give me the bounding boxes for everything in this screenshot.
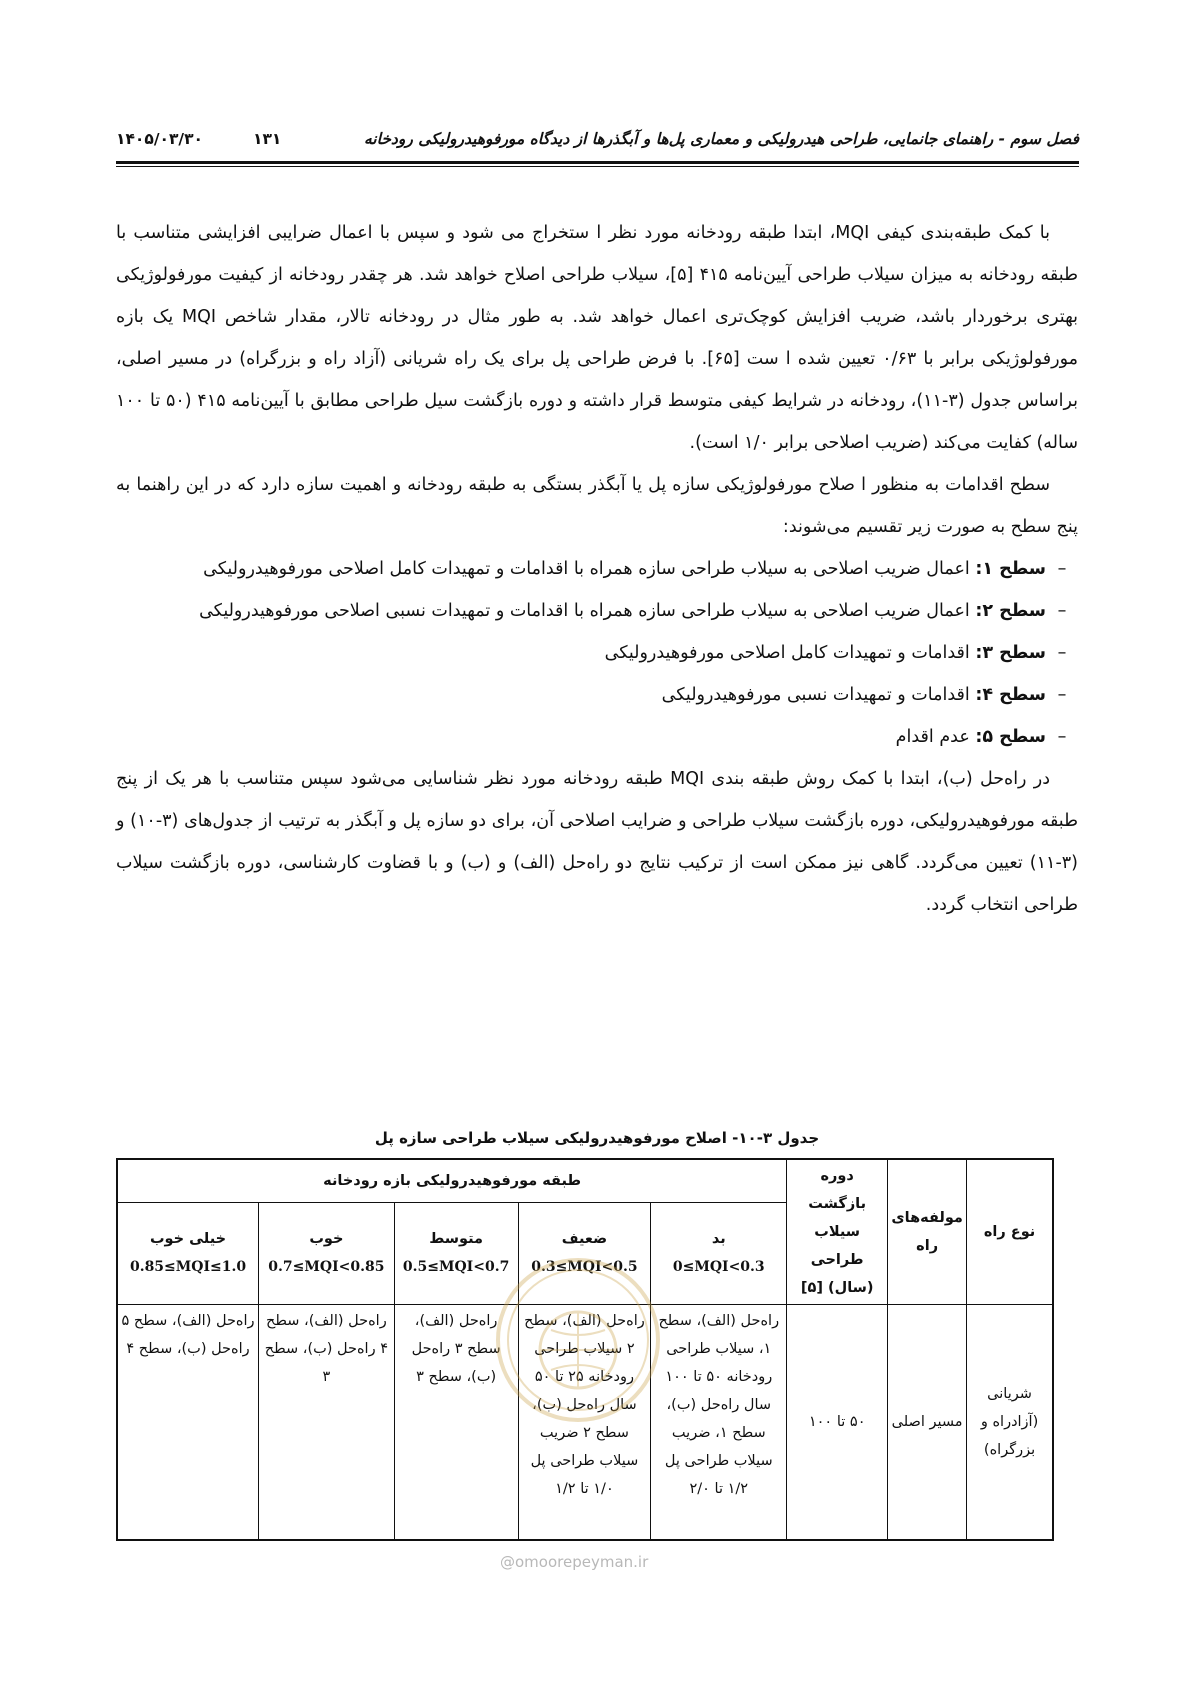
class-range: 0.85≤MQI≤1.0 [129, 1259, 247, 1276]
class-name: ضعیف [561, 1231, 608, 1248]
table-header-row [117, 1159, 1053, 1202]
level-text: عدم اقدام [895, 727, 976, 747]
paragraph: در راه‌حل (ب)، ابتدا با کمک روش طبقه بندی MQI طبقه رودخانه مورد نظر شناسایی می‌شود سپس متناسب با هر یک از پنج طبقه مورفوهیدرولیکی، دوره بازگشت سیلاب طراحی و ضرایب اصلاحی آن، برای دو سازه پل و آبگذر به ترتیب از جدول‌های (۳-۱۰) و (۳-۱۱) تعیین می‌گردد. گاهی نیز ممکن است از ترکیب نتایج دو راه‌حل (الف) و (ب) و با قضاوت کارشناسی، دوره بازگشت سیلاب طراحی انتخاب گردد. [116, 769, 1079, 915]
header-rule [116, 161, 1079, 164]
cell-class-good: راه‌حل (الف)، سطح ۴ راه‌حل (ب)، سطح ۳ [259, 1305, 395, 1541]
level-label: سطح ۴: [975, 685, 1046, 705]
class-range: 0.5≤MQI<0.7 [402, 1259, 510, 1276]
cell-road-component: مسیر اصلی [888, 1305, 967, 1541]
header-return-period: دوره بازگشت سیلاب طراحی (سال) [۵] [787, 1159, 888, 1305]
header-class-group: طبقه مورفوهیدرولیکی بازه رودخانه [117, 1159, 787, 1202]
table-caption: جدول ۳-۱۰- اصلاح مورفوهیدرولیکی سیلاب طراحی سازه پل [374, 1129, 820, 1147]
level-label: سطح ۱: [975, 559, 1046, 579]
cell-class-weak: راه‌حل (الف)، سطح ۲ سیلاب طراحی رودخانه ۲۵ تا ۵۰ سال راه‌حل (ب)، سطح ۲ ضریب سیلاب طراحی پل ۱/۰ تا ۱/۲ [518, 1305, 651, 1541]
header-date: ۱۴۰۵/۰۳/۳۰ [116, 130, 204, 148]
cell-road-type: شریانی (آزادراه و بزرگراه) [967, 1305, 1053, 1541]
class-name: بد [711, 1231, 726, 1248]
header-rule-thin [116, 166, 1079, 167]
level-text: اقدامات و تمهیدات کامل اصلاحی مورفوهیدرولیکی [604, 643, 976, 663]
class-range: 0≤MQI<0.3 [672, 1259, 765, 1276]
class-name: خیلی خوب [149, 1231, 227, 1248]
header-road-components: مولفه‌های راه [888, 1159, 967, 1305]
level-label: سطح ۵: [975, 727, 1046, 747]
header-class [259, 1202, 395, 1304]
level-text: اعمال ضریب اصلاحی به سیلاب طراحی سازه همراه با اقدامات و تمهیدات کامل اصلاحی مورفوهیدرولیکی [203, 559, 976, 579]
list-item [116, 674, 1078, 716]
list-dash: – [1057, 727, 1067, 747]
class-name: متوسط [429, 1231, 483, 1248]
cell-return-period: ۵۰ تا ۱۰۰ [787, 1305, 888, 1541]
list-item [116, 716, 1078, 758]
list-item [116, 632, 1078, 674]
level-text: اعمال ضریب اصلاحی به سیلاب طراحی سازه همراه با اقدامات و تمهیدات نسبی اصلاحی مورفوهیدرولیکی [199, 601, 976, 621]
paragraph: با کمک طبقه‌بندی کیفی MQI، ابتدا طبقه رودخانه مورد نظر ا ستخراج می شود و سپس با اعمال ضرایبی افزایشی متناسب با طبقه رودخانه به میزان سیلاب طراحی آیین‌نامه ۴۱۵ [۵]، سیلاب طراحی اصلاح خواهد شد. هر چقدر رودخانه از کیفیت مورفولوژیکی بهتری برخوردار باشد، ضریب افزایش کوچک‌تری اعمال خواهد شد. به طور مثال در رودخانه تالار، مقدار شاخص MQI یک بازه مورفولوژیکی برابر با ۰/۶۳ تعیین شده ا ست [۶۵]. با فرض طراحی پل برای یک راه شریانی (آزاد راه و بزرگراه) در مسیر اصلی، براساس جدول (۳-۱۱)، رودخانه در شرایط کیفی متوسط قرار داشته و دوره بازگشت سیل طراحی مطابق با آیین‌نامه ۴۱۵ (۵۰ تا ۱۰۰ ساله) کفایت می‌کند (ضریب اصلاحی برابر ۱/۰ است). [116, 223, 1079, 453]
cell-class-bad: راه‌حل (الف)، سطح ۱، سیلاب طراحی رودخانه ۵۰ تا ۱۰۰ سال راه‌حل (ب)، سطح ۱، ضریب سیلاب طراحی پل ۱/۲ تا ۲/۰ [651, 1305, 787, 1541]
list-dash: – [1057, 601, 1067, 621]
header-class [117, 1202, 259, 1304]
class-range: 0.3≤MQI<0.5 [531, 1259, 638, 1276]
header-road-type: نوع راه [967, 1159, 1053, 1305]
header-title: فصل سوم - راهنمای جانمایی، طراحی هیدرولیکی و معماری پل‌ها و آبگذرها از دیدگاه مورفوهیدرولیکی رودخانه [364, 130, 1079, 148]
body-text [116, 212, 1078, 926]
list-item [116, 548, 1078, 590]
running-header [116, 130, 1079, 148]
paragraph: سطح اقدامات به منظور ا صلاح مورفولوژیکی سازه پل یا آبگذر بستگی به طبقه رودخانه و اهمیت سازه دارد که در این راهنما به پنج سطح به صورت زیر تقسیم می‌شوند: [116, 475, 1078, 537]
list-dash: – [1057, 685, 1067, 705]
cell-class-very-good: راه‌حل (الف)، سطح ۵ راه‌حل (ب)، سطح ۴ [117, 1305, 259, 1541]
class-name: خوب [309, 1231, 344, 1248]
level-label: سطح ۳: [975, 643, 1046, 663]
cell-class-medium: راه‌حل (الف)، سطح ۳ راه‌حل (ب)، سطح ۳ [394, 1305, 518, 1541]
list-dash: – [1057, 643, 1067, 663]
list-dash: – [1057, 559, 1067, 579]
header-class [651, 1202, 787, 1304]
list-item [116, 590, 1078, 632]
class-range: 0.7≤MQI<0.85 [268, 1259, 385, 1276]
page-number: ۱۳۱ [253, 130, 282, 148]
level-label: سطح ۲: [975, 601, 1046, 621]
watermark-url: @omoorepeyman.ir [500, 1553, 649, 1571]
watermark-stamp-icon [493, 1255, 663, 1425]
level-text: اقدامات و تمهیدات نسبی مورفوهیدرولیکی [661, 685, 976, 705]
